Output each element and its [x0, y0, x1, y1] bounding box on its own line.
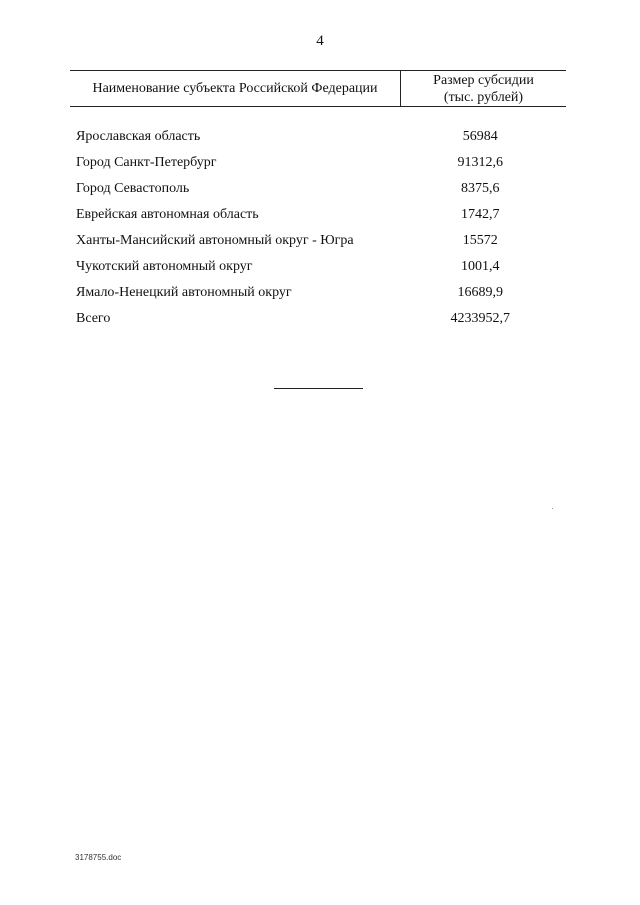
page-number: 4 [316, 33, 324, 49]
region-name: Город Севастополь [76, 181, 190, 196]
footer-file-name: 3178755.doc [75, 853, 122, 862]
region-name: Ханты-Мансийский автономный округ - Югра [76, 233, 354, 248]
table-header-row [70, 71, 566, 107]
subsidy-amount: 15572 [462, 233, 498, 248]
subsidy-amount: 1001,4 [461, 259, 500, 274]
header-subsidy-amount-line1: Размер субсидии [433, 72, 534, 88]
subsidy-amount: 56984 [462, 129, 498, 144]
table-row-total [70, 306, 566, 332]
scan-mark [552, 508, 553, 509]
subsidy-amount: 16689,9 [457, 285, 503, 300]
subsidy-amount: 91312,6 [457, 155, 503, 170]
region-name: Еврейская автономная область [76, 207, 259, 222]
subsidy-amount: 8375,6 [461, 181, 500, 196]
region-name: Город Санкт-Петербург [76, 155, 217, 170]
subsidy-amount: 1742,7 [461, 207, 500, 222]
table-row [70, 280, 566, 306]
subsidy-table [70, 70, 566, 332]
table-row [70, 228, 566, 254]
region-name: Ярославская область [76, 129, 201, 144]
header-subsidy-amount [401, 71, 567, 107]
header-subsidy-amount-line2: (тыс. рублей) [443, 89, 524, 105]
end-of-document-separator [274, 388, 363, 389]
region-name: Чукотский автономный округ [76, 259, 253, 274]
total-amount: 4233952,7 [450, 311, 510, 326]
total-label: Всего [76, 311, 111, 326]
subsidy-table-container [70, 70, 566, 332]
header-region-name: Наименование субъекта Российской Федерации [70, 71, 401, 107]
table-row [70, 254, 566, 280]
table-row [70, 176, 566, 202]
region-name: Ямало-Ненецкий автономный округ [76, 285, 292, 300]
table-row [70, 150, 566, 176]
table-row [70, 202, 566, 228]
table-row [70, 124, 566, 150]
